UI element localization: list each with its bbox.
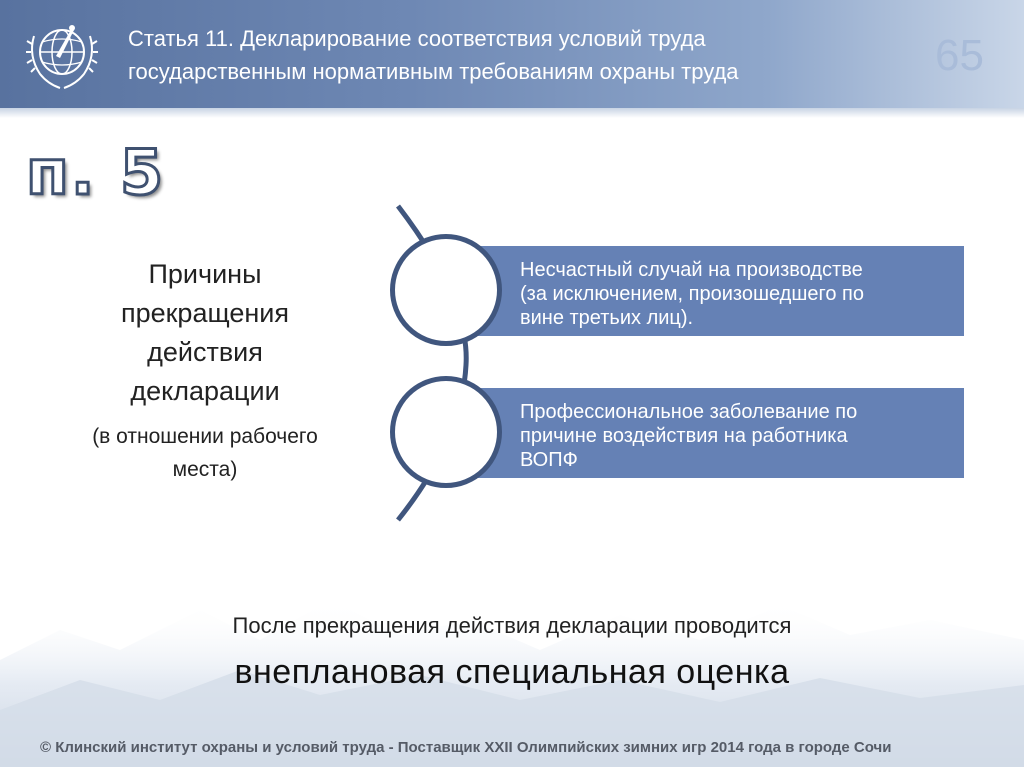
reasons-sub-line: (в отношении рабочего xyxy=(92,425,318,448)
footer-copyright: © Клинский институт охраны и условий труда - Поставщик XXII Олимпийских зимних игр 2014 года в городе Сочи xyxy=(40,739,892,756)
reason-line: вине третьих лиц). xyxy=(520,307,694,329)
title-line-2: государственным нормативным требованиям охраны труда xyxy=(128,59,739,84)
after-text: После прекращения действия декларации проводится xyxy=(232,613,792,638)
reasons-sub-line: места) xyxy=(172,458,238,481)
bullet-circle xyxy=(390,376,502,488)
reasons-line: декларации xyxy=(130,376,280,406)
reasons-line: прекращения xyxy=(120,298,290,328)
title-line-1: Статья 11. Декларирование соответствия условий труда xyxy=(128,26,706,51)
reason-box-accident xyxy=(460,246,964,336)
reason-line: Несчастный случай на производстве xyxy=(520,259,863,281)
reason-line: причине воздействия на работника xyxy=(520,425,848,447)
bullet-circle xyxy=(390,234,502,346)
reason-line: ВОПФ xyxy=(520,449,578,471)
section-mark: п. 5 xyxy=(26,136,166,209)
reasons-line: действия xyxy=(147,337,263,367)
reasons-line: Причины xyxy=(148,259,262,289)
reason-box-disease xyxy=(460,388,964,478)
reason-line: (за исключением, произошедшего по xyxy=(520,283,865,305)
page-number: 65 xyxy=(935,31,984,80)
emphasis-text: внеплановая специальная оценка xyxy=(234,653,790,691)
reason-line: Профессиональное заболевание по xyxy=(520,401,858,423)
